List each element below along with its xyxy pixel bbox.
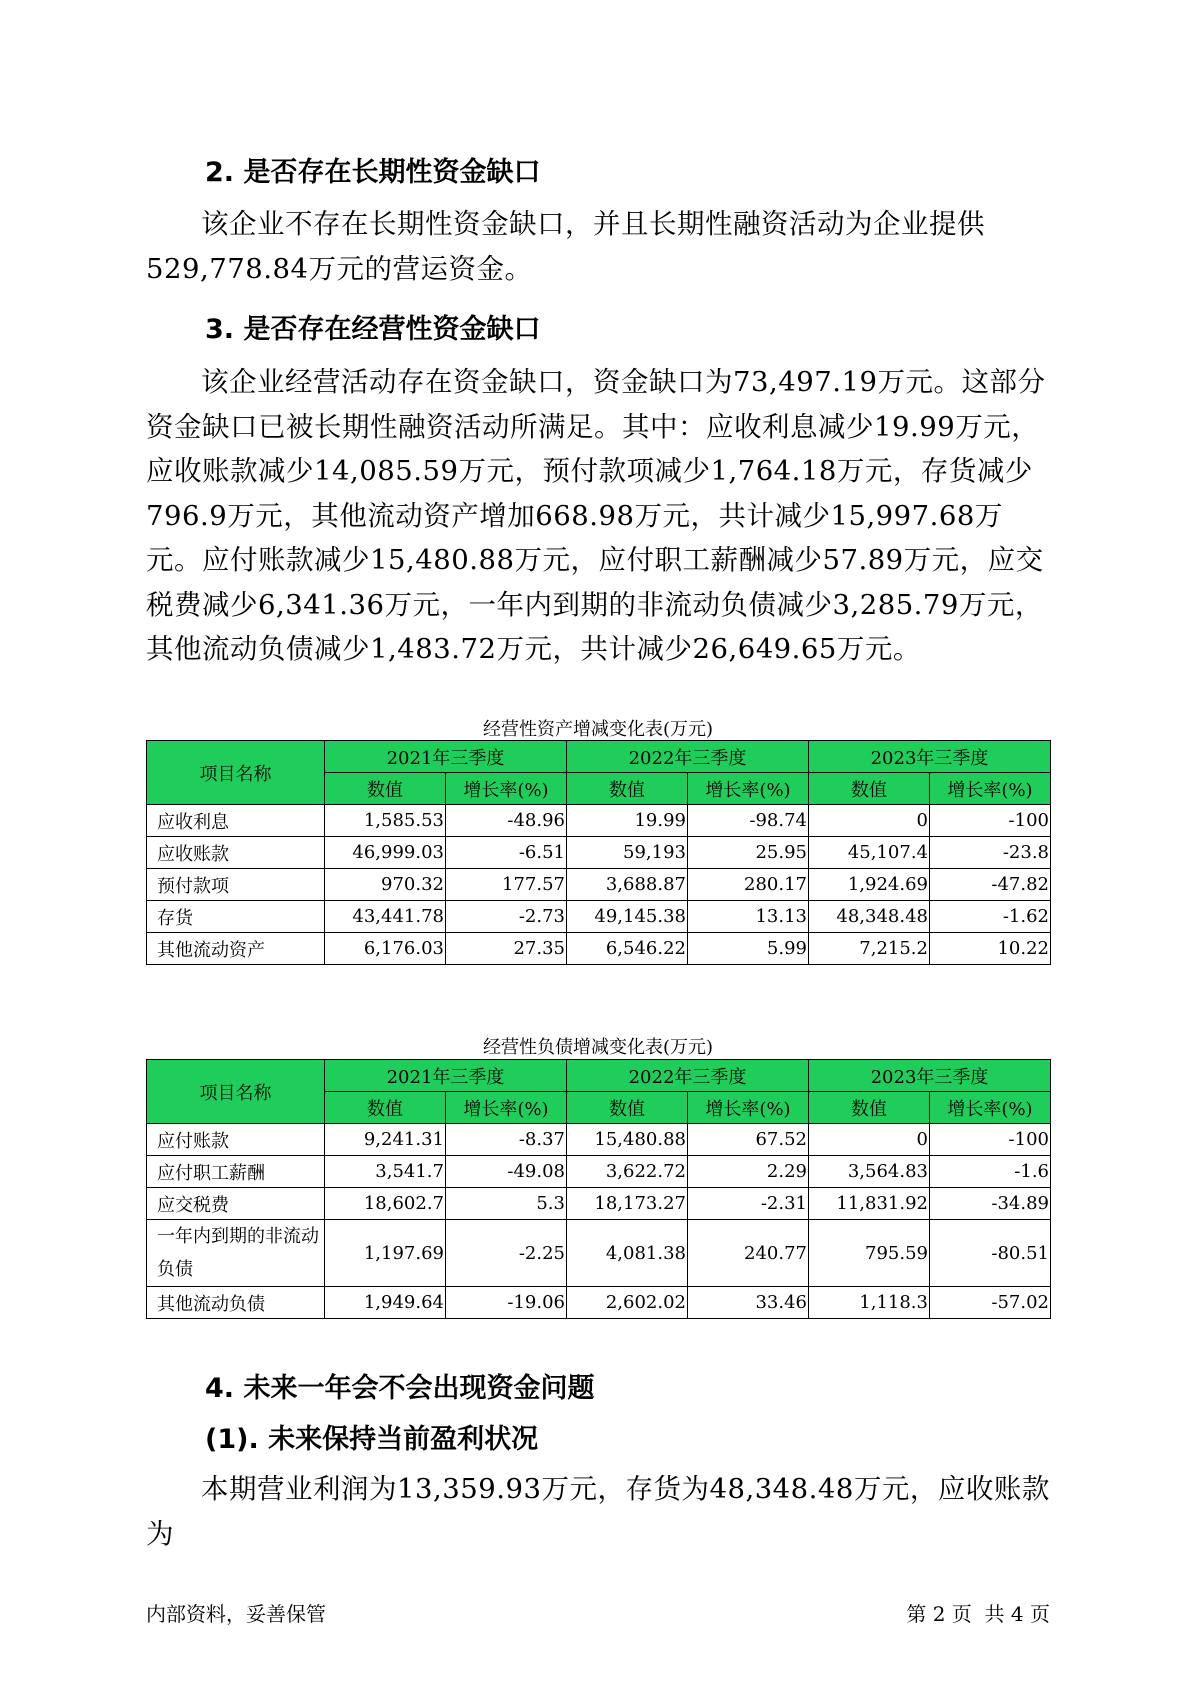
cell: -2.25 <box>446 1220 567 1287</box>
cell: 19.99 <box>567 805 688 837</box>
cell: 6,546.22 <box>567 933 688 965</box>
liabilities-table <box>146 1059 1051 1319</box>
cell: -23.8 <box>930 837 1051 869</box>
assets-rate-header: 增长率(%) <box>688 773 809 805</box>
table-row <box>147 933 1051 965</box>
assets-value-header: 数值 <box>809 773 930 805</box>
cell: 3,541.7 <box>325 1156 446 1188</box>
footer-note: 内部资料，妥善保管 <box>146 1602 326 1626</box>
cell: -80.51 <box>930 1220 1051 1287</box>
cell: 2.29 <box>688 1156 809 1188</box>
cell: -1.6 <box>930 1156 1051 1188</box>
cell: 970.32 <box>325 869 446 901</box>
assets-table-caption: 经营性资产增减变化表(万元) <box>482 719 714 740</box>
row-name: 其他流动负债 <box>147 1287 325 1319</box>
row-name: 其他流动资产 <box>147 933 325 965</box>
cell: 240.77 <box>688 1220 809 1287</box>
cell: -100 <box>930 1124 1051 1156</box>
cell: 59,193 <box>567 837 688 869</box>
liabilities-table-caption: 经营性负债增减变化表(万元) <box>482 1037 714 1058</box>
cell: -57.02 <box>930 1287 1051 1319</box>
section-2-paragraph: 该企业不存在长期性资金缺口，并且长期性融资活动为企业提供529,778.84万元的营运资金。 <box>146 208 985 285</box>
cell: 15,480.88 <box>567 1124 688 1156</box>
row-name: 预付款项 <box>147 869 325 901</box>
cell: -19.06 <box>446 1287 567 1319</box>
row-name: 应交税费 <box>147 1188 325 1220</box>
cell: 7,215.2 <box>809 933 930 965</box>
liabilities-value-header: 数值 <box>325 1092 446 1124</box>
assets-rate-header: 增长率(%) <box>446 773 567 805</box>
cell: 46,999.03 <box>325 837 446 869</box>
row-name: 应付职工薪酬 <box>147 1156 325 1188</box>
cell: -98.74 <box>688 805 809 837</box>
cell: -2.31 <box>688 1188 809 1220</box>
cell: 67.52 <box>688 1124 809 1156</box>
cell: -8.37 <box>446 1124 567 1156</box>
cell: 10.22 <box>930 933 1051 965</box>
section-4-subheading: (1). 未来保持当前盈利状况 <box>205 1424 539 1455</box>
table-row <box>147 1124 1051 1156</box>
row-name: 应收利息 <box>147 805 325 837</box>
cell: -47.82 <box>930 869 1051 901</box>
table-row <box>147 1188 1051 1220</box>
assets-period-2023: 2023年三季度 <box>809 741 1051 773</box>
cell: -49.08 <box>446 1156 567 1188</box>
cell: -100 <box>930 805 1051 837</box>
cell: 1,924.69 <box>809 869 930 901</box>
table-row <box>147 837 1051 869</box>
table-row <box>147 901 1051 933</box>
cell: 9,241.31 <box>325 1124 446 1156</box>
cell: 4,081.38 <box>567 1220 688 1287</box>
cell: 45,107.4 <box>809 837 930 869</box>
assets-item-header: 项目名称 <box>147 741 325 805</box>
row-name: 存货 <box>147 901 325 933</box>
table-row <box>147 1287 1051 1319</box>
page-number: 第 2 页 共 4 页 <box>906 1602 1050 1626</box>
section-4-paragraph: 本期营业利润为13,359.93万元，存货为48,348.48万元，应收账款为 <box>146 1473 1050 1550</box>
table-row <box>147 805 1051 837</box>
cell: 1,585.53 <box>325 805 446 837</box>
cell: 3,564.83 <box>809 1156 930 1188</box>
assets-header-row-1 <box>147 741 1051 773</box>
section-3-paragraph: 该企业经营活动存在资金缺口，资金缺口为73,497.19万元。这部分资金缺口已被长期性融资活动所满足。其中：应收利息减少19.99万元，应收账款减少14,085.59万元，预付款项减少1,764.18万元，存货减少796.9万元，其他流动资产增加668.98万元，共计减少15,997.68万元。应付账款减少15,480.88万元，应付职工薪酬减少57.89万元，应交税费减少6,341.36万元，一年内到期的非流动负债减少3,285.79万元，其他流动负债减少1,483.72万元，共计减少26,649.65万元。 <box>146 366 1046 665</box>
cell: 5.99 <box>688 933 809 965</box>
cell: 0 <box>809 805 930 837</box>
liabilities-item-header: 项目名称 <box>147 1060 325 1124</box>
cell: 11,831.92 <box>809 1188 930 1220</box>
cell: 795.59 <box>809 1220 930 1287</box>
cell: 25.95 <box>688 837 809 869</box>
cell: 18,602.7 <box>325 1188 446 1220</box>
cell: -34.89 <box>930 1188 1051 1220</box>
table-row <box>147 869 1051 901</box>
cell: 5.3 <box>446 1188 567 1220</box>
table-row <box>147 1220 1051 1287</box>
assets-table <box>146 740 1051 965</box>
cell: 1,949.64 <box>325 1287 446 1319</box>
section-3-heading: 3. 是否存在经营性资金缺口 <box>205 314 541 345</box>
liabilities-value-header: 数值 <box>567 1092 688 1124</box>
assets-period-2021: 2021年三季度 <box>325 741 567 773</box>
cell: 3,688.87 <box>567 869 688 901</box>
cell: -6.51 <box>446 837 567 869</box>
liabilities-rate-header: 增长率(%) <box>688 1092 809 1124</box>
row-name: 应付账款 <box>147 1124 325 1156</box>
cell: 2,602.02 <box>567 1287 688 1319</box>
cell: -48.96 <box>446 805 567 837</box>
liabilities-value-header: 数值 <box>809 1092 930 1124</box>
table-row <box>147 1156 1051 1188</box>
assets-rate-header: 增长率(%) <box>930 773 1051 805</box>
liabilities-period-2023: 2023年三季度 <box>809 1060 1051 1092</box>
liabilities-header-row-1 <box>147 1060 1051 1092</box>
cell: 0 <box>809 1124 930 1156</box>
liabilities-period-2022: 2022年三季度 <box>567 1060 809 1092</box>
row-name: 一年内到期的非流动负债 <box>147 1220 325 1287</box>
assets-value-header: 数值 <box>325 773 446 805</box>
cell: -2.73 <box>446 901 567 933</box>
section-2-heading: 2. 是否存在长期性资金缺口 <box>205 157 541 188</box>
cell: 1,197.69 <box>325 1220 446 1287</box>
assets-value-header: 数值 <box>567 773 688 805</box>
cell: 49,145.38 <box>567 901 688 933</box>
cell: 280.17 <box>688 869 809 901</box>
cell: 18,173.27 <box>567 1188 688 1220</box>
cell: 3,622.72 <box>567 1156 688 1188</box>
section-4-heading: 4. 未来一年会不会出现资金问题 <box>205 1373 595 1404</box>
row-name: 应收账款 <box>147 837 325 869</box>
cell: 1,118.3 <box>809 1287 930 1319</box>
cell: 43,441.78 <box>325 901 446 933</box>
cell: -1.62 <box>930 901 1051 933</box>
cell: 6,176.03 <box>325 933 446 965</box>
cell: 13.13 <box>688 901 809 933</box>
assets-period-2022: 2022年三季度 <box>567 741 809 773</box>
cell: 48,348.48 <box>809 901 930 933</box>
liabilities-period-2021: 2021年三季度 <box>325 1060 567 1092</box>
liabilities-rate-header: 增长率(%) <box>930 1092 1051 1124</box>
cell: 177.57 <box>446 869 567 901</box>
liabilities-rate-header: 增长率(%) <box>446 1092 567 1124</box>
cell: 33.46 <box>688 1287 809 1319</box>
cell: 27.35 <box>446 933 567 965</box>
